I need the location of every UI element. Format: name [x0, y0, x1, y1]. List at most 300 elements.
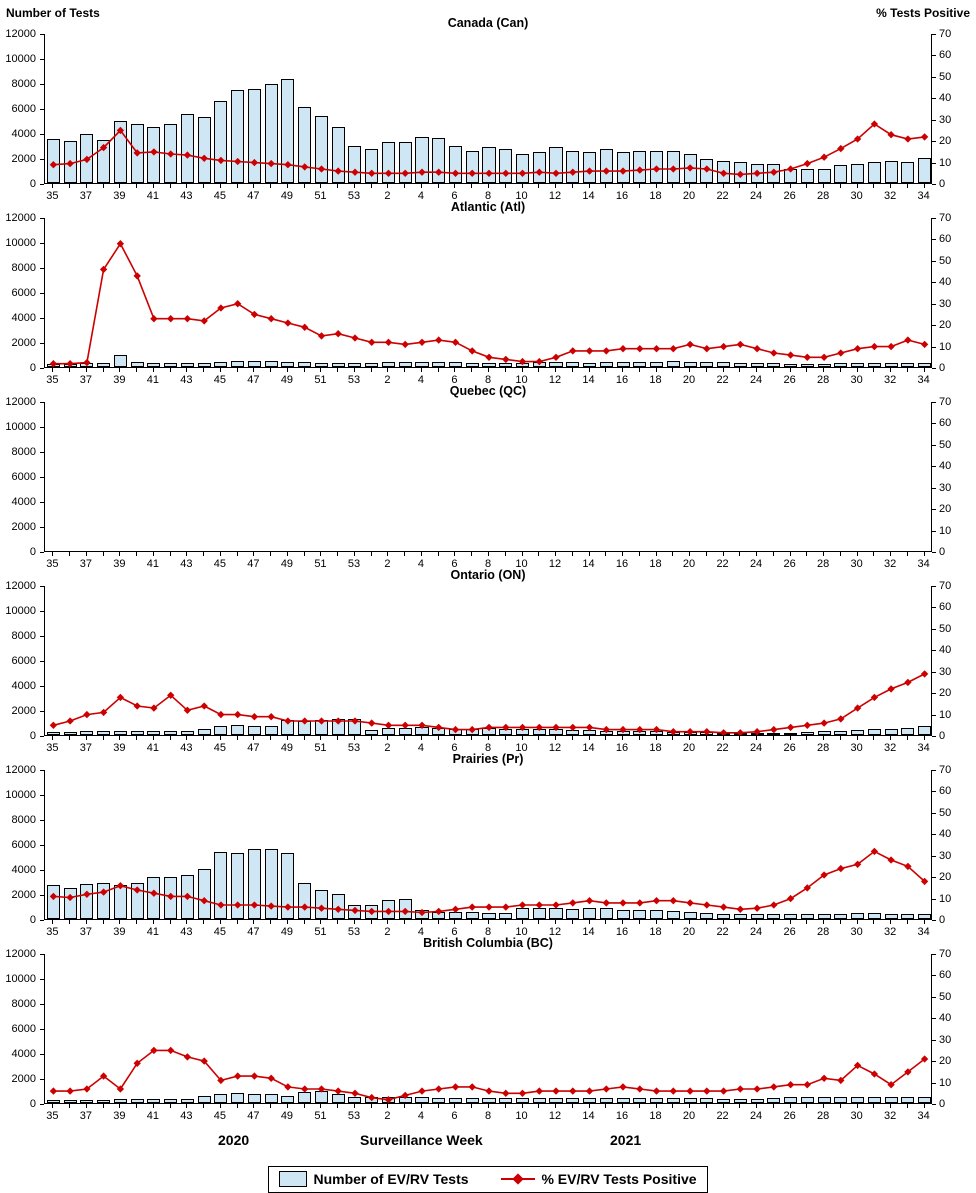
x-axis-tick-mark — [304, 920, 305, 924]
x-axis-tick-mark — [605, 1104, 606, 1108]
x-axis-tick-mark — [706, 1104, 707, 1108]
x-axis-tick-mark — [555, 368, 556, 372]
x-axis-tick-label: 2 — [384, 558, 391, 570]
x-axis-tick-mark — [287, 1104, 288, 1108]
y-axis-tick-mark-right — [932, 736, 936, 737]
x-axis-tick-mark — [840, 920, 841, 924]
x-axis-tick-mark — [170, 736, 171, 740]
x-axis-tick-label: 10 — [515, 742, 528, 754]
x-axis-tick-mark — [924, 552, 925, 556]
x-axis-tick-mark — [488, 552, 489, 556]
x-axis-tick-mark — [538, 184, 539, 188]
x-axis-tick-mark — [505, 552, 506, 556]
x-axis-tick-mark — [656, 184, 657, 188]
y-axis-tick-mark-right — [932, 163, 936, 164]
x-axis-tick-mark — [790, 184, 791, 188]
y-axis-tick-mark-left — [40, 1004, 44, 1005]
x-axis-tick-label: 6 — [451, 374, 458, 386]
x-axis-tick-mark — [471, 1104, 472, 1108]
x-axis-tick-label: 51 — [314, 190, 327, 202]
x-axis-tick-mark — [773, 1104, 774, 1108]
x-axis-tick-mark — [69, 552, 70, 556]
y-axis-tick-mark-right — [932, 98, 936, 99]
y-axis-tick-mark-right — [932, 813, 936, 814]
y-axis-tick-label-right: 10 — [939, 340, 952, 353]
y-axis-tick-label-left: 8000 — [11, 630, 36, 642]
x-axis-tick-mark — [605, 736, 606, 740]
x-axis-tick-mark — [656, 1104, 657, 1108]
y-axis-tick-label-left: 10000 — [5, 605, 36, 617]
x-axis-tick-mark — [756, 368, 757, 372]
x-axis-tick-mark — [320, 552, 321, 556]
x-axis-tick-mark — [153, 552, 154, 556]
y-axis-tick-label-right: 0 — [939, 730, 946, 742]
x-axis-tick-mark — [371, 920, 372, 924]
y-axis-tick-label-left: 6000 — [11, 1023, 36, 1035]
x-axis-tick-label: 18 — [649, 1110, 662, 1122]
x-axis-tick-mark — [438, 736, 439, 740]
x-axis-tick-label: 47 — [247, 1110, 260, 1122]
x-axis-tick-label: 22 — [716, 742, 729, 754]
plot-inner — [45, 218, 931, 367]
x-axis-tick-mark — [823, 1104, 824, 1108]
x-axis-tick-mark — [639, 552, 640, 556]
y-axis-tick-mark-left — [40, 979, 44, 980]
x-axis-tick-mark — [471, 184, 472, 188]
x-axis-tick-mark — [806, 1104, 807, 1108]
x-axis-tick-label: 14 — [582, 926, 595, 938]
plot-inner — [45, 954, 931, 1103]
x-axis-tick-mark — [354, 184, 355, 188]
x-axis-tick-label: 24 — [749, 1110, 763, 1122]
y-axis-tick-label-right: 0 — [939, 178, 946, 190]
plot-inner — [45, 770, 931, 919]
y-axis-tick-label-right: 70 — [939, 580, 952, 592]
y-axis-tick-label-right: 70 — [939, 212, 952, 224]
x-axis-tick-mark — [404, 552, 405, 556]
x-axis-tick-mark — [555, 736, 556, 740]
x-axis-tick-mark — [572, 920, 573, 924]
y-axis-tick-label-left: 12000 — [5, 212, 36, 224]
x-axis-tick-mark — [287, 552, 288, 556]
x-axis-tick-label: 32 — [883, 742, 897, 754]
x-axis-tick-label: 35 — [46, 190, 59, 202]
x-axis-tick-mark — [136, 1104, 137, 1108]
x-axis-tick-label: 8 — [484, 374, 492, 386]
x-axis-tick-mark — [170, 368, 171, 372]
x-axis-tick-mark — [639, 1104, 640, 1108]
x-axis-tick-mark — [756, 736, 757, 740]
y-axis-tick-mark-right — [932, 423, 936, 424]
x-axis-tick-mark — [522, 184, 523, 188]
chart-panel — [0, 200, 976, 390]
y-axis-tick-mark-right — [932, 77, 936, 78]
y-axis-tick-mark-left — [40, 736, 44, 737]
x-axis-tick-label: 26 — [783, 374, 796, 386]
x-axis-tick-mark — [153, 920, 154, 924]
x-axis-tick-mark — [773, 920, 774, 924]
y-axis-tick-label-left: 10000 — [5, 237, 36, 249]
x-axis-tick-mark — [555, 552, 556, 556]
x-axis-tick-label: 6 — [451, 742, 458, 754]
x-axis-tick-mark — [337, 736, 338, 740]
x-axis-tick-mark — [924, 368, 925, 372]
y-axis-tick-mark-right — [932, 1083, 936, 1084]
chart-panel — [0, 384, 976, 574]
x-axis-tick-label: 37 — [79, 190, 92, 202]
x-axis-tick-mark — [739, 1104, 740, 1108]
y-axis-tick-mark-right — [932, 282, 936, 283]
x-axis-tick-mark — [790, 736, 791, 740]
x-axis-tick-mark — [387, 368, 388, 372]
x-axis-tick-mark — [86, 920, 87, 924]
x-axis-tick-mark — [421, 368, 422, 372]
x-axis-tick-mark — [656, 920, 657, 924]
x-axis-tick-label: 10 — [515, 926, 528, 938]
y-axis-tick-label-left: 8000 — [11, 262, 36, 274]
x-axis-tick-mark — [589, 368, 590, 372]
plot-area — [44, 586, 932, 736]
x-axis-tick-mark — [203, 1104, 204, 1108]
x-axis-tick-label: 47 — [247, 926, 260, 938]
x-axis-tick-mark — [186, 368, 187, 372]
x-axis-tick-label: 47 — [247, 742, 260, 754]
x-axis-tick-mark — [572, 552, 573, 556]
x-axis-tick-mark — [706, 920, 707, 924]
x-axis-tick-label: 39 — [113, 742, 126, 754]
x-axis-tick-mark — [907, 368, 908, 372]
y-axis-tick-label-right: 40 — [939, 1012, 952, 1025]
x-axis-tick-label: 53 — [347, 742, 361, 754]
y-axis-tick-label-left: 6000 — [11, 655, 36, 667]
x-axis-tick-mark — [471, 552, 472, 556]
x-axis-tick-mark — [86, 736, 87, 740]
x-axis-tick-label: 30 — [850, 926, 863, 938]
y-axis-tick-mark-left — [40, 502, 44, 503]
y-axis-tick-mark-right — [932, 899, 936, 900]
x-axis-tick-mark — [69, 736, 70, 740]
x-axis-tick-mark — [857, 552, 858, 556]
y-axis-tick-mark-right — [932, 488, 936, 489]
percent-positive-line — [45, 586, 931, 735]
x-axis-tick-mark — [103, 736, 104, 740]
x-axis-tick-mark — [756, 1104, 757, 1108]
y-axis-tick-mark-left — [40, 1029, 44, 1030]
x-axis-tick-label: 16 — [615, 1110, 629, 1122]
x-axis-tick-label: 20 — [682, 1110, 696, 1122]
x-axis-tick-mark — [605, 184, 606, 188]
x-axis-tick-label: 34 — [917, 926, 930, 938]
x-axis-tick-mark — [756, 920, 757, 924]
x-axis-tick-label: 37 — [79, 1110, 92, 1122]
x-axis-tick-mark — [270, 736, 271, 740]
x-axis-tick-mark — [186, 736, 187, 740]
legend-label-line: % EV/RV Tests Positive — [541, 1170, 697, 1187]
x-axis-tick-mark — [907, 920, 908, 924]
y-axis-tick-mark-right — [932, 920, 936, 921]
x-axis-tick-mark — [203, 184, 204, 188]
x-axis-tick-label: 51 — [314, 374, 327, 386]
x-axis-tick-mark — [689, 920, 690, 924]
x-axis-tick-mark — [622, 1104, 623, 1108]
panel-title: British Columbia (BC) — [423, 936, 553, 950]
x-axis-tick-mark — [354, 736, 355, 740]
y-axis-tick-mark-left — [40, 527, 44, 528]
x-axis-tick-mark — [790, 920, 791, 924]
x-axis-tick-mark — [471, 368, 472, 372]
x-axis-tick-label: 43 — [180, 374, 193, 386]
x-axis-tick-mark — [672, 1104, 673, 1108]
y-axis-tick-mark-right — [932, 261, 936, 262]
x-axis-tick-mark — [689, 368, 690, 372]
x-axis-tick-mark — [337, 920, 338, 924]
y-axis-tick-mark-right — [932, 120, 936, 121]
x-axis-tick-mark — [69, 1104, 70, 1108]
x-axis-tick-mark — [572, 736, 573, 740]
x-axis-tick-mark — [387, 1104, 388, 1108]
x-axis-tick-mark — [337, 552, 338, 556]
x-axis-tick-mark — [354, 920, 355, 924]
y-axis-tick-mark-left — [40, 711, 44, 712]
x-axis-tick-mark — [689, 184, 690, 188]
x-axis-tick-mark — [304, 184, 305, 188]
x-axis-tick-mark — [873, 552, 874, 556]
y-axis-tick-label-right: 70 — [939, 764, 952, 776]
x-axis-tick-mark — [924, 736, 925, 740]
x-axis-tick-mark — [337, 368, 338, 372]
x-axis-tick-label: 51 — [314, 558, 327, 570]
plot-area — [44, 954, 932, 1104]
x-axis-tick-label: 26 — [783, 926, 796, 938]
x-axis-tick-mark — [170, 1104, 171, 1108]
y-axis-tick-mark-right — [932, 954, 936, 955]
x-axis-tick-label: 51 — [314, 926, 327, 938]
x-axis-tick-mark — [270, 184, 271, 188]
x-axis-tick-mark — [454, 184, 455, 188]
x-axis-tick-mark — [689, 736, 690, 740]
x-axis-tick-label: 8 — [484, 190, 492, 202]
x-axis-tick-mark — [387, 736, 388, 740]
x-axis-tick-label: 10 — [515, 190, 528, 202]
x-axis-tick-mark — [505, 368, 506, 372]
x-axis-tick-mark — [186, 184, 187, 188]
x-axis-tick-mark — [522, 552, 523, 556]
x-axis-tick-mark — [622, 184, 623, 188]
legend — [0, 1166, 976, 1193]
y-axis-tick-label-left: 2000 — [11, 889, 36, 901]
x-axis-tick-label: 53 — [347, 1110, 361, 1122]
x-axis-tick-label: 22 — [716, 558, 729, 570]
x-axis-tick-mark — [153, 736, 154, 740]
y-axis-tick-mark-right — [932, 693, 936, 694]
y-axis-tick-mark-right — [932, 552, 936, 553]
x-axis-tick-mark — [103, 184, 104, 188]
y-axis-tick-label-right: 40 — [939, 828, 952, 841]
x-axis-tick-mark — [488, 184, 489, 188]
x-axis-tick-label: 12 — [548, 742, 562, 754]
x-axis-tick-mark — [706, 552, 707, 556]
x-axis-tick-label: 14 — [582, 374, 595, 386]
y-axis-tick-label-right: 60 — [939, 417, 952, 430]
y-axis-tick-label-right: 60 — [939, 233, 952, 246]
x-axis-tick-mark — [589, 184, 590, 188]
x-axis-tick-mark — [203, 368, 204, 372]
y-axis-tick-mark-right — [932, 997, 936, 998]
x-axis-tick-mark — [622, 552, 623, 556]
x-axis-tick-label: 12 — [548, 558, 562, 570]
year-label-2021: 2021 — [610, 1132, 642, 1148]
y-axis-tick-mark-left — [40, 109, 44, 110]
x-axis-tick-mark — [237, 552, 238, 556]
x-axis-tick-mark — [773, 736, 774, 740]
x-axis-tick-label: 39 — [113, 558, 126, 570]
y-axis-tick-mark-left — [40, 343, 44, 344]
x-axis-tick-mark — [86, 552, 87, 556]
x-axis-tick-mark — [739, 920, 740, 924]
bar-swatch-icon — [279, 1171, 307, 1187]
x-axis-tick-mark — [421, 184, 422, 188]
x-axis-tick-label: 10 — [515, 1110, 528, 1122]
percent-positive-line — [45, 218, 931, 367]
x-axis-tick-label: 2 — [384, 374, 391, 386]
y-axis-tick-label-left: 2000 — [11, 705, 36, 717]
x-axis-tick-mark — [354, 368, 355, 372]
plot-area — [44, 34, 932, 184]
y-axis-tick-label-right: 30 — [939, 665, 952, 678]
y-axis-tick-mark-right — [932, 1061, 936, 1062]
x-axis-tick-mark — [522, 736, 523, 740]
x-axis-tick-mark — [672, 736, 673, 740]
y-axis-tick-label-right: 50 — [939, 70, 952, 83]
y-axis-tick-label-left: 12000 — [5, 764, 36, 776]
x-axis-tick-label: 37 — [79, 926, 92, 938]
x-axis-tick-mark — [756, 184, 757, 188]
x-axis-tick-mark — [270, 1104, 271, 1108]
y-axis-tick-mark-left — [40, 611, 44, 612]
plot-area — [44, 218, 932, 368]
x-axis-tick-mark — [253, 1104, 254, 1108]
x-axis-tick-mark — [52, 184, 53, 188]
x-axis-tick-label: 39 — [113, 374, 126, 386]
x-axis-tick-mark — [404, 368, 405, 372]
x-axis-tick-mark — [589, 920, 590, 924]
y-axis-tick-label-left: 4000 — [11, 312, 36, 324]
x-axis-tick-mark — [304, 552, 305, 556]
x-axis-tick-mark — [304, 1104, 305, 1108]
chart-panel — [0, 936, 976, 1126]
x-axis-tick-label: 41 — [146, 1110, 160, 1122]
y-axis-tick-label-right: 40 — [939, 644, 952, 657]
x-axis-tick-mark — [656, 368, 657, 372]
x-axis-tick-mark — [873, 368, 874, 372]
x-axis-tick-label: 2 — [384, 1110, 391, 1122]
x-axis-tick-mark — [672, 368, 673, 372]
x-axis-tick-mark — [790, 552, 791, 556]
x-axis-tick-label: 30 — [850, 742, 863, 754]
y-axis-tick-mark-right — [932, 650, 936, 651]
y-axis-tick-label-left: 0 — [29, 730, 36, 742]
x-axis-tick-mark — [69, 368, 70, 372]
x-axis-tick-label: 28 — [816, 926, 830, 938]
y-axis-tick-label-left: 0 — [29, 914, 36, 926]
x-axis-tick-mark — [371, 552, 372, 556]
y-axis-tick-label-right: 70 — [939, 28, 952, 40]
x-axis-tick-mark — [706, 736, 707, 740]
x-axis-tick-mark — [857, 184, 858, 188]
x-axis-tick-mark — [404, 920, 405, 924]
year-label-2020: 2020 — [218, 1132, 250, 1148]
x-axis-tick-mark — [220, 184, 221, 188]
x-axis-tick-mark — [555, 920, 556, 924]
x-axis-tick-label: 2 — [384, 742, 391, 754]
y-axis-tick-label-right: 20 — [939, 871, 952, 884]
chart-panel — [0, 16, 976, 206]
x-axis-tick-mark — [538, 552, 539, 556]
y-axis-tick-mark-left — [40, 1054, 44, 1055]
x-axis-tick-label: 30 — [850, 190, 863, 202]
x-axis-tick-label: 28 — [816, 558, 830, 570]
x-axis-tick-label: 43 — [180, 558, 193, 570]
y-axis-tick-label-right: 0 — [939, 914, 946, 926]
x-axis-tick-mark — [723, 368, 724, 372]
y-axis-tick-mark-left — [40, 586, 44, 587]
x-axis-tick-label: 4 — [417, 374, 425, 386]
x-axis-tick-mark — [253, 552, 254, 556]
x-axis-tick-label: 41 — [146, 742, 160, 754]
x-axis-tick-mark — [52, 368, 53, 372]
x-axis-tick-label: 34 — [917, 1110, 930, 1122]
x-axis-tick-mark — [488, 368, 489, 372]
x-axis-tick-label: 24 — [749, 374, 763, 386]
x-axis-tick-mark — [639, 368, 640, 372]
x-axis-tick-mark — [170, 184, 171, 188]
x-axis-tick-label: 10 — [515, 558, 528, 570]
left-axis-title: Number of Tests — [6, 6, 100, 20]
x-axis-tick-mark — [270, 920, 271, 924]
x-axis-tick-label: 18 — [649, 742, 662, 754]
x-axis-tick-mark — [823, 368, 824, 372]
y-axis-tick-mark-left — [40, 293, 44, 294]
x-axis-tick-mark — [656, 736, 657, 740]
x-axis-tick-label: 12 — [548, 190, 562, 202]
x-axis-tick-label: 12 — [548, 1110, 562, 1122]
panel-title: Prairies (Pr) — [452, 752, 524, 766]
x-axis-tick-label: 47 — [247, 374, 260, 386]
x-axis-tick-label: 49 — [280, 1110, 294, 1122]
x-axis-tick-mark — [404, 184, 405, 188]
x-axis-tick-label: 24 — [749, 926, 763, 938]
x-axis-tick-label: 43 — [180, 742, 193, 754]
y-axis-tick-label-right: 50 — [939, 806, 952, 819]
y-axis-tick-label-right: 10 — [939, 892, 952, 905]
y-axis-tick-mark-left — [40, 795, 44, 796]
x-axis-tick-mark — [237, 368, 238, 372]
y-axis-tick-label-right: 70 — [939, 948, 952, 960]
x-axis-tick-label: 4 — [417, 742, 425, 754]
y-axis-tick-label-left: 2000 — [11, 153, 36, 165]
x-axis-tick-label: 49 — [280, 374, 294, 386]
x-axis-tick-mark — [438, 184, 439, 188]
x-axis-tick-mark — [320, 920, 321, 924]
y-axis-tick-mark-right — [932, 975, 936, 976]
y-axis-tick-label-right: 60 — [939, 969, 952, 982]
x-axis-tick-mark — [840, 552, 841, 556]
x-axis-tick-mark — [488, 1104, 489, 1108]
y-axis-tick-mark-right — [932, 218, 936, 219]
x-axis-tick-label: 24 — [749, 190, 763, 202]
x-axis-tick-label: 14 — [582, 1110, 595, 1122]
x-axis-tick-mark — [840, 368, 841, 372]
